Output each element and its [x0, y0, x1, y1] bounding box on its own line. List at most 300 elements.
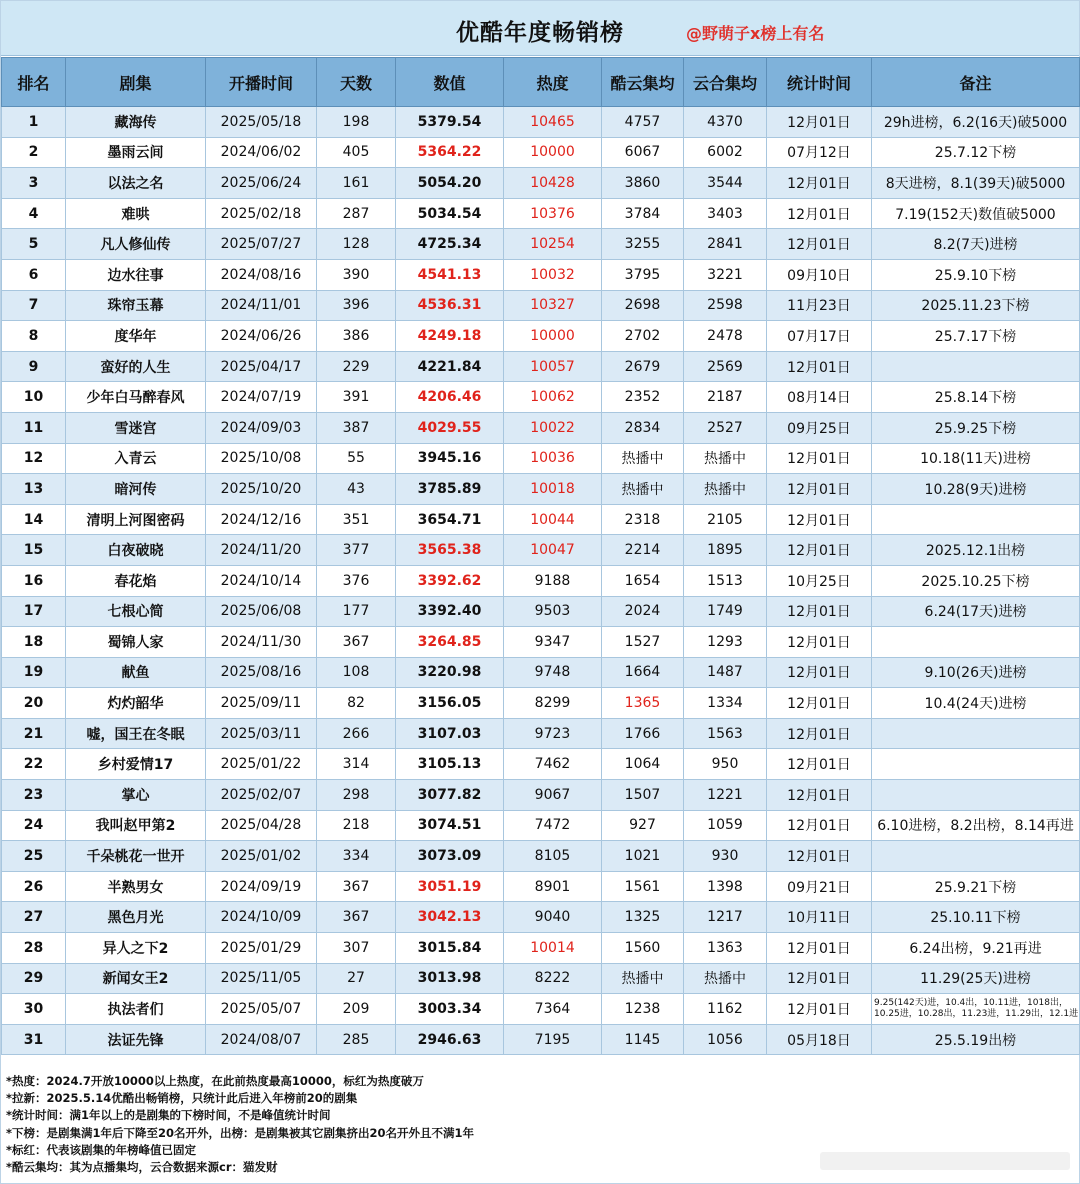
premiere-date-cell: 2025/02/18	[206, 198, 317, 229]
kuyun-avg-cell: 3255	[602, 229, 684, 260]
yunhe-avg-cell: 3221	[684, 259, 767, 290]
kuyun-avg-cell: 1325	[602, 902, 684, 933]
yunhe-avg-cell: 2527	[684, 412, 767, 443]
series-name-cell: 灼灼韶华	[66, 688, 206, 719]
table-row	[2, 871, 1080, 902]
stat-time-cell: 12月01日	[767, 718, 872, 749]
value-cell: 3156.05	[396, 688, 504, 719]
heat-cell: 10047	[504, 535, 602, 566]
days-cell: 27	[317, 963, 396, 994]
value-cell: 5379.54	[396, 107, 504, 138]
remarks-cell: 25.8.14下榜	[872, 382, 1080, 413]
rank-cell: 26	[2, 871, 66, 902]
kuyun-avg-cell: 1145	[602, 1024, 684, 1055]
watermark-bar	[820, 1152, 1070, 1170]
days-cell: 128	[317, 229, 396, 260]
days-cell: 198	[317, 107, 396, 138]
table-row	[2, 780, 1080, 811]
page-title: 优酷年度畅销榜	[456, 20, 624, 46]
kuyun-avg-cell: 1654	[602, 565, 684, 596]
heat-cell: 10327	[504, 290, 602, 321]
series-name-cell: 半熟男女	[66, 871, 206, 902]
remarks-cell: 9.25(142天)进，10.4出，10.11进，1018出，10.25进，10.28出，11.23进，11.29出，12.1进	[872, 994, 1080, 1025]
remarks-cell: 10.28(9天)进榜	[872, 474, 1080, 505]
heat-cell: 10376	[504, 198, 602, 229]
remarks-cell: 25.9.21下榜	[872, 871, 1080, 902]
series-name-cell: 新闻女王2	[66, 963, 206, 994]
rank-cell: 9	[2, 351, 66, 382]
value-cell: 3013.98	[396, 963, 504, 994]
heat-cell: 10044	[504, 504, 602, 535]
yunhe-avg-cell: 2598	[684, 290, 767, 321]
rank-cell: 17	[2, 596, 66, 627]
days-cell: 307	[317, 933, 396, 964]
kuyun-avg-cell: 1560	[602, 933, 684, 964]
kuyun-avg-cell: 3860	[602, 168, 684, 199]
rank-cell: 14	[2, 504, 66, 535]
value-cell: 3565.38	[396, 535, 504, 566]
yunhe-avg-cell: 2105	[684, 504, 767, 535]
rank-cell: 7	[2, 290, 66, 321]
value-cell: 3392.40	[396, 596, 504, 627]
rank-cell: 20	[2, 688, 66, 719]
days-cell: 43	[317, 474, 396, 505]
remarks-cell: 6.24(17天)进榜	[872, 596, 1080, 627]
kuyun-avg-cell: 2024	[602, 596, 684, 627]
premiere-date-cell: 2025/03/11	[206, 718, 317, 749]
days-cell: 314	[317, 749, 396, 780]
series-name-cell: 异人之下2	[66, 933, 206, 964]
stat-time-cell: 12月01日	[767, 443, 872, 474]
heat-cell: 7472	[504, 810, 602, 841]
heat-cell: 10000	[504, 321, 602, 352]
value-cell: 3003.34	[396, 994, 504, 1025]
kuyun-avg-cell: 2318	[602, 504, 684, 535]
table-row	[2, 351, 1080, 382]
heat-cell: 10032	[504, 259, 602, 290]
yunhe-avg-cell: 3544	[684, 168, 767, 199]
table-row	[2, 994, 1080, 1025]
table-row	[2, 290, 1080, 321]
rank-cell: 8	[2, 321, 66, 352]
footnotes	[6, 1073, 766, 1176]
kuyun-avg-cell: 1365	[602, 688, 684, 719]
yunhe-avg-cell: 4370	[684, 107, 767, 138]
series-name-cell: 掌心	[66, 780, 206, 811]
kuyun-avg-cell: 2698	[602, 290, 684, 321]
yunhe-avg-cell: 1363	[684, 933, 767, 964]
kuyun-avg-cell: 1561	[602, 871, 684, 902]
yunhe-avg-cell: 6002	[684, 137, 767, 168]
rank-cell: 19	[2, 657, 66, 688]
heat-cell: 9347	[504, 627, 602, 658]
premiere-date-cell: 2025/05/18	[206, 107, 317, 138]
rank-cell: 2	[2, 137, 66, 168]
series-name-cell: 我叫赵甲第2	[66, 810, 206, 841]
rank-cell: 5	[2, 229, 66, 260]
kuyun-avg-cell: 3795	[602, 259, 684, 290]
header-remarks: 备注	[872, 58, 1080, 107]
kuyun-avg-cell: 1664	[602, 657, 684, 688]
rank-cell: 28	[2, 933, 66, 964]
premiere-date-cell: 2024/09/03	[206, 412, 317, 443]
heat-cell: 8299	[504, 688, 602, 719]
heat-cell: 10022	[504, 412, 602, 443]
table-row	[2, 841, 1080, 872]
heat-cell: 10057	[504, 351, 602, 382]
remarks-cell: 6.24出榜，9.21再进	[872, 933, 1080, 964]
header-kuyun-avg: 酷云集均	[602, 58, 684, 107]
rank-cell: 21	[2, 718, 66, 749]
heat-cell: 9067	[504, 780, 602, 811]
series-name-cell: 墨雨云间	[66, 137, 206, 168]
remarks-cell: 25.9.25下榜	[872, 412, 1080, 443]
table-row	[2, 535, 1080, 566]
premiere-date-cell: 2025/10/20	[206, 474, 317, 505]
stat-time-cell: 05月18日	[767, 1024, 872, 1055]
stat-time-cell: 12月01日	[767, 535, 872, 566]
kuyun-avg-cell: 热播中	[602, 474, 684, 505]
header-days: 天数	[317, 58, 396, 107]
footnote-line: *酷云集均：其为点播集均，云合数据来源cr：猫发财	[6, 1160, 278, 1175]
days-cell: 386	[317, 321, 396, 352]
value-cell: 4536.31	[396, 290, 504, 321]
header-premiere-date: 开播时间	[206, 58, 317, 107]
rank-cell: 16	[2, 565, 66, 596]
table-row	[2, 137, 1080, 168]
heat-cell: 10428	[504, 168, 602, 199]
footnote-line: *标红：代表该剧集的年榜峰值已固定	[6, 1142, 197, 1157]
rank-cell: 6	[2, 259, 66, 290]
premiere-date-cell: 2025/05/07	[206, 994, 317, 1025]
rank-cell: 27	[2, 902, 66, 933]
remarks-cell: 25.9.10下榜	[872, 259, 1080, 290]
series-name-cell: 乡村爱情17	[66, 749, 206, 780]
stat-time-cell: 11月23日	[767, 290, 872, 321]
premiere-date-cell: 2025/09/11	[206, 688, 317, 719]
heat-cell: 8105	[504, 841, 602, 872]
series-name-cell: 入青云	[66, 443, 206, 474]
header-heat: 热度	[504, 58, 602, 107]
value-cell: 3654.71	[396, 504, 504, 535]
value-cell: 5034.54	[396, 198, 504, 229]
yunhe-avg-cell: 1487	[684, 657, 767, 688]
days-cell: 367	[317, 627, 396, 658]
heat-cell: 10000	[504, 137, 602, 168]
series-name-cell: 七根心简	[66, 596, 206, 627]
premiere-date-cell: 2025/01/22	[206, 749, 317, 780]
remarks-cell: 2025.11.23下榜	[872, 290, 1080, 321]
kuyun-avg-cell: 927	[602, 810, 684, 841]
remarks-cell: 8.2(7天)进榜	[872, 229, 1080, 260]
premiere-date-cell: 2025/06/24	[206, 168, 317, 199]
days-cell: 298	[317, 780, 396, 811]
stat-time-cell: 12月01日	[767, 504, 872, 535]
stat-time-cell: 07月17日	[767, 321, 872, 352]
kuyun-avg-cell: 热播中	[602, 963, 684, 994]
yunhe-avg-cell: 热播中	[684, 963, 767, 994]
footnote-line: *热度：2024.7开放10000以上热度，在此前热度最高10000，标红为热度破万	[6, 1074, 424, 1088]
remarks-cell: 25.7.12下榜	[872, 137, 1080, 168]
value-cell: 5364.22	[396, 137, 504, 168]
header-yunhe-avg: 云合集均	[684, 58, 767, 107]
premiere-date-cell: 2024/08/16	[206, 259, 317, 290]
table-row	[2, 443, 1080, 474]
kuyun-avg-cell: 6067	[602, 137, 684, 168]
days-cell: 351	[317, 504, 396, 535]
premiere-date-cell: 2024/09/19	[206, 871, 317, 902]
premiere-date-cell: 2024/07/19	[206, 382, 317, 413]
header-rank: 排名	[2, 58, 66, 107]
yunhe-avg-cell: 1398	[684, 871, 767, 902]
value-cell: 4029.55	[396, 412, 504, 443]
rank-cell: 30	[2, 994, 66, 1025]
days-cell: 108	[317, 657, 396, 688]
premiere-date-cell: 2025/10/08	[206, 443, 317, 474]
yunhe-avg-cell: 2569	[684, 351, 767, 382]
table-row	[2, 382, 1080, 413]
stat-time-cell: 12月01日	[767, 810, 872, 841]
value-cell: 3220.98	[396, 657, 504, 688]
value-cell: 5054.20	[396, 168, 504, 199]
table-row	[2, 168, 1080, 199]
remarks-cell: 25.10.11下榜	[872, 902, 1080, 933]
heat-cell: 9040	[504, 902, 602, 933]
kuyun-avg-cell: 3784	[602, 198, 684, 229]
stat-time-cell: 12月01日	[767, 933, 872, 964]
kuyun-avg-cell: 1238	[602, 994, 684, 1025]
series-name-cell: 黑色月光	[66, 902, 206, 933]
value-cell: 3073.09	[396, 841, 504, 872]
footnote-line: *统计时间：满1年以上的是剧集的下榜时间，不是峰值统计时间	[6, 1108, 331, 1123]
days-cell: 367	[317, 902, 396, 933]
table-row	[2, 718, 1080, 749]
table-row	[2, 657, 1080, 688]
value-cell: 3074.51	[396, 810, 504, 841]
table-row	[2, 902, 1080, 933]
table-row	[2, 229, 1080, 260]
yunhe-avg-cell: 热播中	[684, 474, 767, 505]
series-name-cell: 少年白马醉春风	[66, 382, 206, 413]
days-cell: 405	[317, 137, 396, 168]
remarks-cell	[872, 780, 1080, 811]
series-name-cell: 蜀锦人家	[66, 627, 206, 658]
header-series: 剧集	[66, 58, 206, 107]
heat-cell: 10062	[504, 382, 602, 413]
series-name-cell: 藏海传	[66, 107, 206, 138]
series-name-cell: 雪迷宫	[66, 412, 206, 443]
premiere-date-cell: 2025/06/08	[206, 596, 317, 627]
value-cell: 4725.34	[396, 229, 504, 260]
yunhe-avg-cell: 2841	[684, 229, 767, 260]
ranking-table	[1, 57, 1080, 1055]
table-row	[2, 412, 1080, 443]
footnote-line: *下榜：是剧集满1年后下降至20名开外，出榜：是剧集被其它剧集挤出20名开外且不满1年	[6, 1125, 475, 1140]
stat-time-cell: 07月12日	[767, 137, 872, 168]
stat-time-cell: 12月01日	[767, 841, 872, 872]
value-cell: 3077.82	[396, 780, 504, 811]
premiere-date-cell: 2025/11/05	[206, 963, 317, 994]
table-row	[2, 565, 1080, 596]
yunhe-avg-cell: 1513	[684, 565, 767, 596]
remarks-cell: 25.5.19出榜	[872, 1024, 1080, 1055]
series-name-cell: 暗河传	[66, 474, 206, 505]
series-name-cell: 珠帘玉幕	[66, 290, 206, 321]
value-cell: 3042.13	[396, 902, 504, 933]
yunhe-avg-cell: 1217	[684, 902, 767, 933]
kuyun-avg-cell: 2702	[602, 321, 684, 352]
remarks-cell	[872, 841, 1080, 872]
table-row	[2, 321, 1080, 352]
rank-cell: 29	[2, 963, 66, 994]
rank-cell: 1	[2, 107, 66, 138]
days-cell: 177	[317, 596, 396, 627]
kuyun-avg-cell: 1021	[602, 841, 684, 872]
kuyun-avg-cell: 2352	[602, 382, 684, 413]
rank-cell: 13	[2, 474, 66, 505]
days-cell: 334	[317, 841, 396, 872]
heat-cell: 7364	[504, 994, 602, 1025]
yunhe-avg-cell: 950	[684, 749, 767, 780]
remarks-cell	[872, 504, 1080, 535]
yunhe-avg-cell: 930	[684, 841, 767, 872]
author-watermark: @野萌子x榜上有名	[686, 24, 825, 43]
premiere-date-cell: 2024/10/14	[206, 565, 317, 596]
kuyun-avg-cell: 4757	[602, 107, 684, 138]
value-cell: 3105.13	[396, 749, 504, 780]
table-row	[2, 749, 1080, 780]
rank-cell: 24	[2, 810, 66, 841]
value-cell: 3264.85	[396, 627, 504, 658]
table-row	[2, 810, 1080, 841]
value-cell: 4249.18	[396, 321, 504, 352]
remarks-cell: 9.10(26天)进榜	[872, 657, 1080, 688]
heat-cell: 9503	[504, 596, 602, 627]
kuyun-avg-cell: 1766	[602, 718, 684, 749]
days-cell: 387	[317, 412, 396, 443]
stat-time-cell: 09月21日	[767, 871, 872, 902]
premiere-date-cell: 2024/11/30	[206, 627, 317, 658]
series-name-cell: 以法之名	[66, 168, 206, 199]
table-row	[2, 1024, 1080, 1055]
value-cell: 3945.16	[396, 443, 504, 474]
value-cell: 3107.03	[396, 718, 504, 749]
series-name-cell: 难哄	[66, 198, 206, 229]
premiere-date-cell: 2024/08/07	[206, 1024, 317, 1055]
days-cell: 218	[317, 810, 396, 841]
kuyun-avg-cell: 2834	[602, 412, 684, 443]
days-cell: 391	[317, 382, 396, 413]
value-cell: 3785.89	[396, 474, 504, 505]
premiere-date-cell: 2025/01/02	[206, 841, 317, 872]
days-cell: 287	[317, 198, 396, 229]
stat-time-cell: 12月01日	[767, 749, 872, 780]
rank-cell: 25	[2, 841, 66, 872]
yunhe-avg-cell: 1563	[684, 718, 767, 749]
remarks-cell: 29h进榜，6.2(16天)破5000	[872, 107, 1080, 138]
premiere-date-cell: 2025/02/07	[206, 780, 317, 811]
series-name-cell: 度华年	[66, 321, 206, 352]
premiere-date-cell: 2024/06/02	[206, 137, 317, 168]
remarks-cell: 25.7.17下榜	[872, 321, 1080, 352]
yunhe-avg-cell: 1293	[684, 627, 767, 658]
remarks-cell: 7.19(152天)数值破5000	[872, 198, 1080, 229]
yunhe-avg-cell: 3403	[684, 198, 767, 229]
remarks-cell: 2025.10.25下榜	[872, 565, 1080, 596]
rank-cell: 31	[2, 1024, 66, 1055]
heat-cell: 10465	[504, 107, 602, 138]
stat-time-cell: 12月01日	[767, 351, 872, 382]
table-row	[2, 474, 1080, 505]
stat-time-cell: 08月14日	[767, 382, 872, 413]
table-row	[2, 627, 1080, 658]
kuyun-avg-cell: 1527	[602, 627, 684, 658]
yunhe-avg-cell: 2478	[684, 321, 767, 352]
remarks-cell	[872, 627, 1080, 658]
days-cell: 161	[317, 168, 396, 199]
remarks-cell: 10.4(24天)进榜	[872, 688, 1080, 719]
stat-time-cell: 12月01日	[767, 657, 872, 688]
heat-cell: 10254	[504, 229, 602, 260]
series-name-cell: 献鱼	[66, 657, 206, 688]
remarks-cell	[872, 749, 1080, 780]
heat-cell: 8901	[504, 871, 602, 902]
stat-time-cell: 12月01日	[767, 229, 872, 260]
stat-time-cell: 09月10日	[767, 259, 872, 290]
days-cell: 377	[317, 535, 396, 566]
rank-cell: 23	[2, 780, 66, 811]
premiere-date-cell: 2024/12/16	[206, 504, 317, 535]
heat-cell: 9188	[504, 565, 602, 596]
yunhe-avg-cell: 1895	[684, 535, 767, 566]
stat-time-cell: 09月25日	[767, 412, 872, 443]
header-stat-time: 统计时间	[767, 58, 872, 107]
rank-cell: 11	[2, 412, 66, 443]
table-header-row	[2, 58, 1080, 107]
heat-cell: 9723	[504, 718, 602, 749]
table-row	[2, 596, 1080, 627]
footnote-line: *拉新：2025.5.14优酷出畅销榜，只统计此后进入年榜前20的剧集	[6, 1091, 358, 1106]
yunhe-avg-cell: 1334	[684, 688, 767, 719]
value-cell: 4541.13	[396, 259, 504, 290]
days-cell: 55	[317, 443, 396, 474]
header-value: 数值	[396, 58, 504, 107]
kuyun-avg-cell: 2214	[602, 535, 684, 566]
stat-time-cell: 12月01日	[767, 780, 872, 811]
remarks-cell: 10.18(11天)进榜	[872, 443, 1080, 474]
stat-time-cell: 12月01日	[767, 688, 872, 719]
stat-time-cell: 10月25日	[767, 565, 872, 596]
series-name-cell: 春花焰	[66, 565, 206, 596]
days-cell: 390	[317, 259, 396, 290]
rank-cell: 18	[2, 627, 66, 658]
series-name-cell: 蛮好的人生	[66, 351, 206, 382]
rank-cell: 22	[2, 749, 66, 780]
premiere-date-cell: 2025/01/29	[206, 933, 317, 964]
stat-time-cell: 10月11日	[767, 902, 872, 933]
heat-cell: 9748	[504, 657, 602, 688]
yunhe-avg-cell: 1056	[684, 1024, 767, 1055]
heat-cell: 7195	[504, 1024, 602, 1055]
remarks-cell: 6.10进榜，8.2出榜，8.14再进	[872, 810, 1080, 841]
table-row	[2, 933, 1080, 964]
premiere-date-cell: 2024/06/26	[206, 321, 317, 352]
days-cell: 209	[317, 994, 396, 1025]
rank-cell: 3	[2, 168, 66, 199]
value-cell: 2946.63	[396, 1024, 504, 1055]
table-row	[2, 688, 1080, 719]
premiere-date-cell: 2025/04/28	[206, 810, 317, 841]
